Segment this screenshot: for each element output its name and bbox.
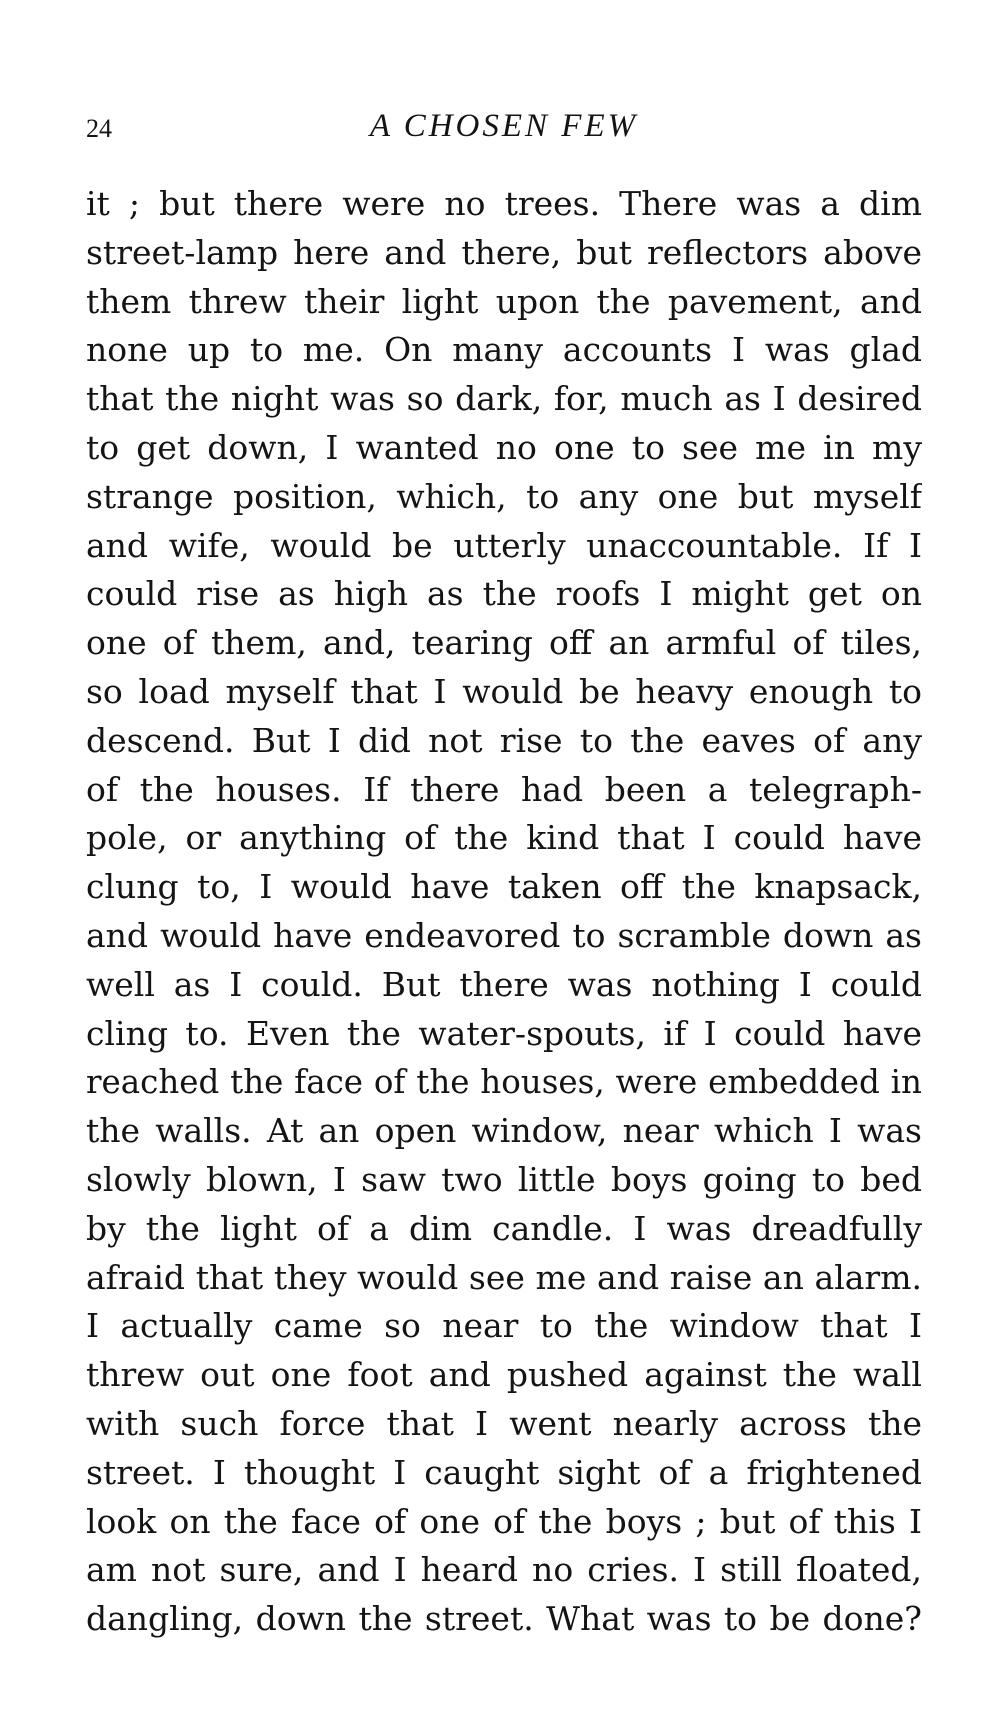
text-line: so load myself that I would be heavy enough to bbox=[86, 671, 922, 711]
text-line: I actually came so near to the window that I bbox=[86, 1306, 922, 1346]
text-line: threw out one foot and pushed against the wall bbox=[86, 1355, 922, 1395]
text-line: with such force that I went nearly across the bbox=[86, 1403, 922, 1443]
text-line: none up to me. On many accounts I was glad bbox=[86, 330, 922, 370]
text-line: clung to, I would have taken off the knapsack, bbox=[86, 867, 922, 907]
text-line: them threw their light upon the pavement, and bbox=[86, 281, 922, 321]
text-line: street-lamp here and there, but reflectors above bbox=[86, 232, 922, 272]
text-line: cling to. Even the water-spouts, if I could have bbox=[86, 1013, 922, 1053]
text-line: descend. But I did not rise to the eaves of any bbox=[86, 720, 922, 760]
text-line: afraid that they would see me and raise an alarm. bbox=[86, 1257, 922, 1297]
text-line: slowly blown, I saw two little boys going to bed bbox=[86, 1159, 922, 1199]
text-line: of the houses. If there had been a telegraph- bbox=[86, 769, 922, 809]
body-text bbox=[86, 180, 922, 1644]
text-line: by the light of a dim candle. I was dreadfully bbox=[86, 1208, 922, 1248]
running-title: A CHOSEN FEW bbox=[369, 108, 639, 144]
text-line: could rise as high as the roofs I might get on bbox=[86, 574, 922, 614]
text-line: that the night was so dark, for, much as I desired bbox=[86, 379, 922, 419]
text-line: strange position, which, to any one but myself bbox=[86, 476, 922, 516]
text-line: to get down, I wanted no one to see me in my bbox=[86, 427, 922, 467]
text-line: it ; but there were no trees. There was a dim bbox=[86, 184, 922, 223]
text-line: one of them, and, tearing off an armful of tiles, bbox=[86, 623, 922, 663]
text-line: and wife, would be utterly unaccountable. If I bbox=[86, 525, 922, 565]
text-line: am not sure, and I heard no cries. I still floated, bbox=[86, 1550, 922, 1590]
text-line: pole, or anything of the kind that I could have bbox=[86, 818, 922, 858]
text-line: dangling, down the street. What was to be done? bbox=[86, 1599, 922, 1639]
text-line: the walls. At an open window, near which I was bbox=[86, 1111, 922, 1151]
text-line: look on the face of one of the boys ; but of this I bbox=[86, 1501, 922, 1541]
text-line: well as I could. But there was nothing I could bbox=[86, 964, 922, 1004]
page-number: 24 bbox=[86, 114, 112, 143]
page-header bbox=[86, 108, 922, 152]
text-line: and would have endeavored to scramble down as bbox=[86, 915, 922, 955]
text-line: street. I thought I caught sight of a frightened bbox=[86, 1452, 922, 1492]
text-line: reached the face of the houses, were embedded in bbox=[86, 1063, 922, 1102]
